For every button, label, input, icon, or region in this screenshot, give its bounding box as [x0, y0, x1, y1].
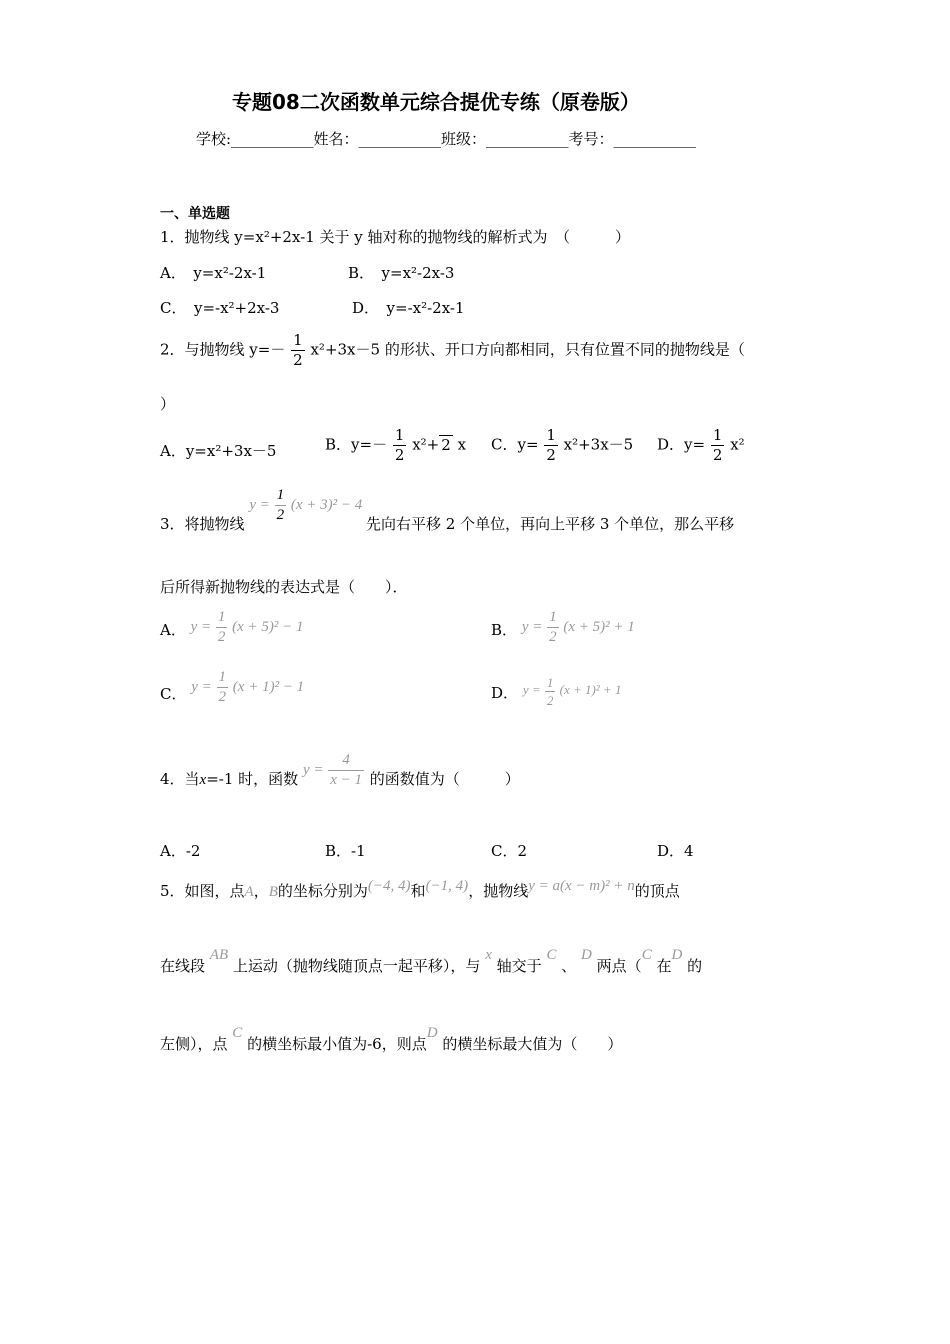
q4-option-d: D．4: [657, 842, 694, 860]
q2-option-c: C．y= $\frac{1}{2}$ x²+3x－5: [491, 426, 634, 464]
q4-option-b: B．-1: [325, 842, 366, 860]
q3-formula: y = $\frac{1}{2}$ (x + 3)² − 4: [249, 487, 363, 523]
page-title: 专题08二次函数单元综合提优专练（原卷版）: [232, 90, 640, 114]
q2-stem-part2: x²+3x－5 的形状、开口方向都相同，只有位置不同的抛物线是（: [310, 340, 745, 359]
q1-option-c: C． y=-x²+2x-3: [160, 299, 280, 317]
q4-option-c: C．2: [491, 842, 528, 860]
q3-option-c: C． y = $\frac{1}{2}$ (x + 1)² − 1: [160, 669, 305, 705]
sqrt2: 2: [441, 435, 451, 454]
q2-stem-end: ）: [160, 395, 176, 413]
q4-option-a: A．-2: [160, 842, 201, 860]
q3-option-a: A． y = $\frac{1}{2}$ (x + 5)² − 1: [160, 609, 304, 645]
q3-option-b: B． y = $\frac{1}{2}$ (x + 5)² + 1: [491, 609, 635, 645]
q2-stem-part1: 2．与抛物线 y=－: [160, 340, 286, 359]
q3-stem-end: 后所得新抛物线的表达式是（ ）．: [160, 578, 408, 596]
q2-option-d: D．y= $\frac{1}{2}$ x²: [657, 426, 745, 464]
q1-option-d: D． y=-x²-2x-1: [352, 299, 465, 317]
q2-option-b: B．y=－ $\frac{1}{2}$ x²+ 2 x: [325, 426, 467, 464]
section-heading: 一、单选题: [160, 206, 230, 222]
q4-stem: 4．当x=-1 时，函数 y = $\frac{4}{x - 1}$ 的函数值为（ ）: [160, 752, 520, 788]
q1-option-a: A． y=x²-2x-1: [160, 264, 267, 282]
student-info-line: 学校:___________姓名：___________班级：___________考号：___________: [196, 130, 697, 148]
q2-stem: [160, 333, 745, 368]
q1-option-b: B． y=x²-2x-3: [348, 264, 455, 282]
q5-line2: 在线段 AB 上运动（抛物线随顶点一起平移），与 x 轴交于 C 、 D 两点（C 在D 的: [160, 947, 703, 975]
q4-formula: y = $\frac{4}{x - 1}$: [302, 752, 363, 788]
q3-option-d: D． y = $\frac{1}{2}$ (x + 1)² + 1: [491, 675, 622, 708]
q5-line1: 5．如图，点A，B的坐标分别为(−4, 4)和(−1, 4)，抛物线y = a(x − m)² + n的顶点: [160, 878, 680, 900]
q2-fraction: $\frac{1}{2}$: [293, 331, 303, 369]
q1-stem: 1．抛物线 y=x²+2x-1 关于 y 轴对称的抛物线的解析式为 （ ）: [160, 228, 631, 246]
q3-stem: 3．将抛物线 y = $\frac{1}{2}$ (x + 3)² − 4 先向右平移 2 个单位，再向上平移 3 个单位，那么平移: [160, 487, 735, 533]
q5-line3: 左侧），点 C 的横坐标最小值为-6，则点D 的横坐标最大值为（ ）: [160, 1025, 623, 1053]
q2-option-a: A．y=x²+3x－5: [160, 442, 277, 460]
